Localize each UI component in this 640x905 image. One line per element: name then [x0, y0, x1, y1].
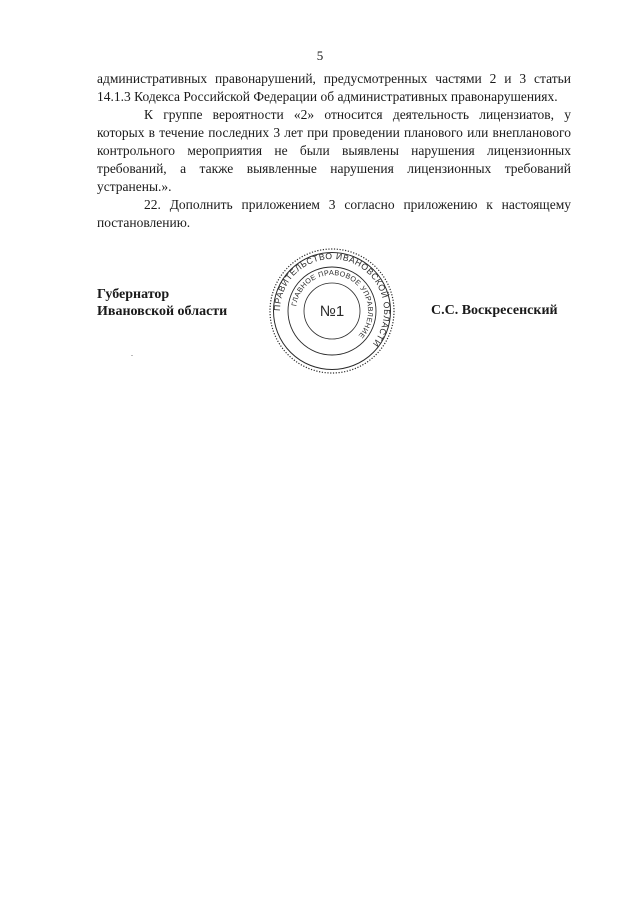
document-body — [97, 70, 571, 232]
paragraph-continuation: административных правонарушений, предусмотренных частями 2 и 3 статьи 14.1.3 Кодекса Российской Федерации об административных правонарушениях. — [97, 71, 571, 104]
official-seal-stamp — [267, 246, 397, 376]
signer-title-line1: Губернатор — [97, 287, 170, 302]
signer-title-line2: Ивановской области — [97, 304, 228, 319]
signer-name: С.С. Воскресенский — [431, 303, 558, 318]
paragraph-item-22: 22. Дополнить приложением 3 согласно приложению к настоящему постановлению. — [97, 197, 571, 230]
paragraph-probability-group: К группе вероятности «2» относится деятельность лицензиатов, у которых в течение последних 3 лет при проведении планового или внепланового контрольного мероприятия не были выявлены нарушения лицензионных требований, а также выявленные нарушения лицензионных требований устранены.». — [97, 107, 571, 194]
signer-title — [97, 286, 227, 320]
seal-outer-text: ПРАВИТЕЛЬСТВО ИВАНОВСКОЙ ОБЛАСТИ — [271, 250, 393, 350]
seal-number: №1 — [319, 303, 345, 320]
seal-graphic — [267, 246, 397, 376]
page-number: 5 — [316, 48, 324, 63]
seal-inner-text: ГЛАВНОЕ ПРАВОВОЕ УПРАВЛЕНИЕ — [289, 267, 376, 341]
scan-speck — [131, 355, 133, 356]
